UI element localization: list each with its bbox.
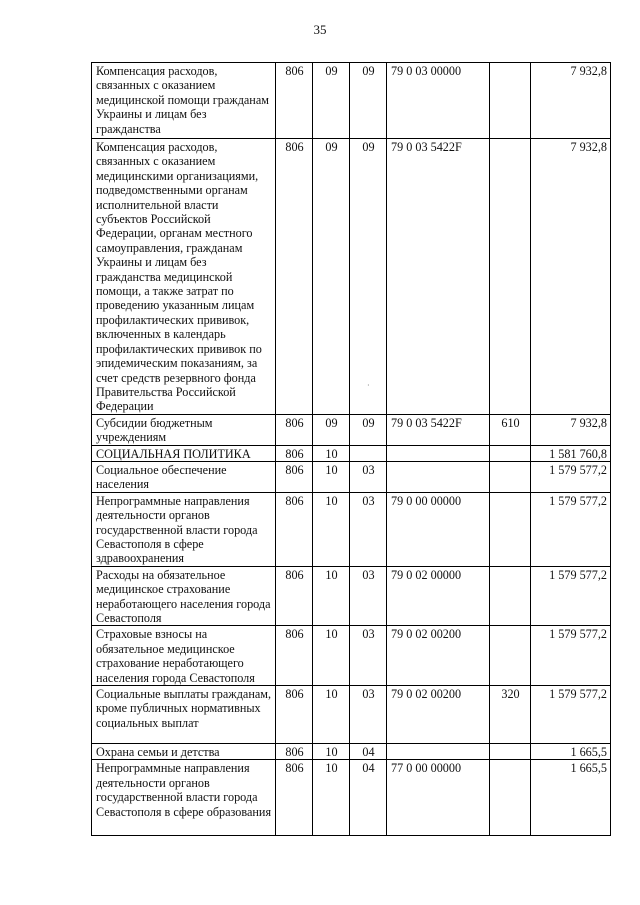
row-vr-cell	[490, 760, 531, 836]
row-section-cell: 10	[313, 760, 350, 836]
row-section-cell: 10	[313, 566, 350, 626]
row-code-cell: 806	[276, 626, 313, 686]
row-section-cell: 09	[313, 63, 350, 139]
table-row	[92, 63, 611, 139]
row-target-cell: 79 0 02 00200	[387, 686, 490, 744]
row-code-cell: 806	[276, 744, 313, 760]
row-subsection-cell: 03	[350, 566, 387, 626]
table-row	[92, 139, 611, 415]
row-target-cell	[387, 744, 490, 760]
row-vr-cell	[490, 566, 531, 626]
row-target-cell: 79 0 03 00000	[387, 63, 490, 139]
row-name-cell: Социальное обеспечение населения	[92, 461, 276, 492]
row-target-cell: 79 0 02 00200	[387, 626, 490, 686]
row-name-cell: СОЦИАЛЬНАЯ ПОЛИТИКА	[92, 445, 276, 461]
table-row	[92, 760, 611, 836]
row-amount-cell: 1 579 577,2	[531, 566, 611, 626]
row-name-cell: Компенсация расходов, связанных с оказанием медицинской помощи гражданам Украины и лицам без гражданства	[92, 63, 276, 139]
row-section-cell: 10	[313, 445, 350, 461]
row-target-cell	[387, 445, 490, 461]
row-vr-cell	[490, 63, 531, 139]
row-target-cell: 79 0 03 5422F	[387, 139, 490, 415]
row-code-cell: 806	[276, 566, 313, 626]
row-vr-cell	[490, 744, 531, 760]
row-target-cell: 79 0 02 00000	[387, 566, 490, 626]
row-vr-cell	[490, 139, 531, 415]
table-row	[92, 445, 611, 461]
row-subsection-cell: 03	[350, 461, 387, 492]
table-row	[92, 566, 611, 626]
row-name-cell: Непрограммные направления деятельности органов государственной власти города Севастополя в сфере здравоохранения	[92, 492, 276, 566]
row-code-cell: 806	[276, 63, 313, 139]
row-subsection-cell: 03	[350, 686, 387, 744]
row-amount-cell: 1 579 577,2	[531, 626, 611, 686]
row-subsection-cell: 04	[350, 760, 387, 836]
row-subsection-cell: 04	[350, 744, 387, 760]
row-section-cell: 09	[313, 139, 350, 415]
row-amount-cell: 1 581 760,8	[531, 445, 611, 461]
row-subsection-cell: 09	[350, 139, 387, 415]
row-section-cell: 10	[313, 461, 350, 492]
row-name-cell: Социальные выплаты гражданам, кроме публичных нормативных социальных выплат	[92, 686, 276, 744]
row-target-cell: 79 0 00 00000	[387, 492, 490, 566]
table-row	[92, 492, 611, 566]
row-section-cell: 10	[313, 686, 350, 744]
row-vr-cell: 610	[490, 414, 531, 445]
row-section-cell: 10	[313, 744, 350, 760]
row-code-cell: 806	[276, 760, 313, 836]
row-subsection-cell: 03	[350, 626, 387, 686]
row-amount-cell: 1 665,5	[531, 760, 611, 836]
row-target-cell	[387, 461, 490, 492]
row-code-cell: 806	[276, 414, 313, 445]
row-target-cell: 79 0 03 5422F	[387, 414, 490, 445]
table-row	[92, 686, 611, 744]
row-amount-cell: 1 579 577,2	[531, 461, 611, 492]
row-vr-cell	[490, 461, 531, 492]
page-number: 35	[313, 22, 327, 37]
row-subsection-cell: 09	[350, 63, 387, 139]
row-subsection-cell: 03	[350, 492, 387, 566]
row-vr-cell	[490, 492, 531, 566]
row-amount-cell: 7 932,8	[531, 139, 611, 415]
budget-table	[91, 62, 611, 836]
row-name-cell: Расходы на обязательное медицинское страхование неработающего населения города Севастополя	[92, 566, 276, 626]
row-subsection-cell: 09	[350, 414, 387, 445]
table-row	[92, 414, 611, 445]
row-amount-cell: 7 932,8	[531, 63, 611, 139]
row-name-cell: Непрограммные направления деятельности органов государственной власти города Севастополя в сфере образования	[92, 760, 276, 836]
row-amount-cell: 1 579 577,2	[531, 686, 611, 744]
row-code-cell: 806	[276, 686, 313, 744]
row-section-cell: 10	[313, 492, 350, 566]
row-subsection-cell	[350, 445, 387, 461]
row-name-cell: Страховые взносы на обязательное медицинское страхование неработающего населения города Севастополя	[92, 626, 276, 686]
table-row	[92, 744, 611, 760]
row-amount-cell: 1 665,5	[531, 744, 611, 760]
scan-mark: ·	[367, 381, 370, 390]
row-name-cell: Компенсация расходов, связанных с оказанием медицинскими организациями, подведомственными органам исполнительной власти субъектов Российской Федерации, органам местного самоуправления, гражданам Украины и лицам без гражданства медицинской помощи, а также затрат по проведению указанным лицам профилактических прививок, включенных в календарь профилактических прививок по эпидемическим показаниям, за счет средств резервного фонда Правительства Российской Федерации	[92, 139, 276, 415]
row-code-cell: 806	[276, 445, 313, 461]
table-row	[92, 461, 611, 492]
row-target-cell: 77 0 00 00000	[387, 760, 490, 836]
row-vr-cell	[490, 445, 531, 461]
row-amount-cell: 7 932,8	[531, 414, 611, 445]
row-amount-cell: 1 579 577,2	[531, 492, 611, 566]
row-code-cell: 806	[276, 139, 313, 415]
row-code-cell: 806	[276, 492, 313, 566]
table-row	[92, 626, 611, 686]
row-name-cell: Охрана семьи и детства	[92, 744, 276, 760]
row-section-cell: 09	[313, 414, 350, 445]
row-vr-cell	[490, 626, 531, 686]
row-vr-cell: 320	[490, 686, 531, 744]
row-name-cell: Субсидии бюджетным учреждениям	[92, 414, 276, 445]
row-section-cell: 10	[313, 626, 350, 686]
row-code-cell: 806	[276, 461, 313, 492]
